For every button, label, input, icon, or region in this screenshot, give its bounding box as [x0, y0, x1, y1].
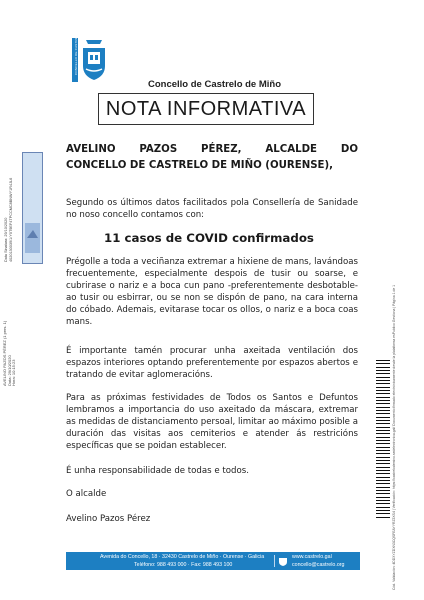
- heading-word: PAZOS: [139, 144, 178, 155]
- barcode-stripe: [376, 360, 390, 361]
- barcode-stripe: [376, 500, 390, 501]
- festivities-paragraph: Para as próximas festividades de Todos os Santos e Defuntos lembramos a importancia do uso axeitado da máscara, extremar as medidas de distanciamento persoal, limitar ao máximo posible a duración das visitas aos cemiterios e atender ás restricións específicas que se poidan establecer.: [66, 393, 358, 452]
- barcode-stripe: [376, 460, 390, 461]
- stamp-line: Hora: 10:15:23: [11, 359, 17, 386]
- heading-word: AVELINO: [66, 144, 116, 155]
- signature-stamp: [3, 266, 17, 386]
- footer-email-link[interactable]: concello@castrelo.org: [292, 562, 345, 568]
- signer-name: Avelino Pazos Pérez: [66, 514, 151, 524]
- logo-band: [72, 17, 78, 82]
- barcode-stripe: [376, 480, 390, 481]
- responsibility-paragraph: É unha responsabilidade de todas e todos.: [66, 466, 249, 476]
- stamp-line: AVELINO PAZOS PÉREZ (1 pers. 1): [2, 320, 7, 386]
- barcode-stripe: [376, 453, 390, 454]
- barcode-stripe: [376, 487, 390, 488]
- closing: O alcalde: [66, 489, 107, 499]
- stamp-line: 4020130039/1/Y0T9EF4TPCCMC8BNWY1R4JL6: [8, 177, 13, 262]
- barcode-stripe: [376, 393, 390, 394]
- heading-line-1: [66, 144, 358, 155]
- barcode-stripe: [376, 467, 390, 468]
- barcode-stripe: [376, 370, 390, 371]
- barcode-stripe: [376, 513, 390, 514]
- hygiene-paragraph: Prégolle a toda a veciñanza extremar a hixiene de mans, lavándoas frecuentemente, especialmente despois de tusir ou soarse, e cubrirase o nariz e a boca cun pano -preferentemente desbotable- ao tusir ou esbirrar, ou se non se dispón de pano, na cara interna do cóbado. Ademais, evitarase tocar os ollos, o nariz e a boca coas mans.: [66, 257, 358, 328]
- barcode-stripe: [376, 473, 390, 474]
- heading-word: DO: [340, 144, 358, 155]
- cases-count: 11 casos de COVID confirmados: [104, 231, 314, 245]
- footer-address: Avenida do Concello, 18 · 32430 Castrelo de Miño · Ourense · Galicia: [100, 554, 265, 560]
- barcode-stripe: [376, 387, 390, 388]
- stamp-line: Data Sinatura: 29/10/2020: [4, 217, 8, 262]
- barcode-stripe: [376, 390, 390, 391]
- stamp-text-block: [4, 152, 18, 262]
- barcode-icon: [376, 360, 390, 520]
- footer-web-link[interactable]: www.castrelo.gal: [292, 554, 332, 560]
- barcode-stripe: [376, 367, 390, 368]
- barcode-stripe: [376, 450, 390, 451]
- mini-logo-icon: [278, 556, 288, 566]
- barcode-stripe: [376, 417, 390, 418]
- ventilation-paragraph: É importante tamén procurar unha axeitada ventilación dos espazos interiores optando preferentemente por espazos abertos e tratando de evitar aglomeracións.: [66, 346, 358, 381]
- heading-word: ALCALDE: [265, 144, 318, 155]
- intro-paragraph: Segundo os últimos datos facilitados pola Consellería de Sanidade no noso concello contamos con:: [66, 198, 358, 221]
- barcode-stripe: [376, 377, 390, 378]
- legal-validation-text: Cód. Validación: 4DDXYZDXN3CQSFEAYYRZ3XS4 | Verificación: https://castrelodemino.sedelectronica.gal/ Documento firmado electrónicamente desde la plataforma esPublico Gestiona | Página 1 de 1: [392, 284, 396, 590]
- barcode-stripe: [376, 477, 390, 478]
- footer-phone: Teléfono: 988 493 000 · Fax: 988 493 100: [134, 562, 233, 568]
- barcode-stripe: [376, 457, 390, 458]
- heading-line-2: CONCELLO DE CASTRELO DE MIÑO (OURENSE),: [66, 160, 334, 171]
- council-logo: [70, 17, 108, 82]
- barcode-stripe: [376, 380, 390, 381]
- stamp-seal-icon: [23, 153, 42, 263]
- barcode-stripe: [376, 400, 390, 401]
- barcode-stripe: [376, 427, 390, 428]
- heading-word: PÉREZ,: [201, 144, 242, 155]
- footer-divider: [274, 555, 275, 567]
- barcode-stripe: [376, 430, 390, 431]
- barcode-stripe: [376, 403, 390, 404]
- footer-bar: [66, 552, 360, 570]
- council-name: Concello de Castrelo de Miño: [148, 79, 282, 90]
- barcode-stripe: [376, 503, 390, 504]
- barcode-stripe: [376, 510, 390, 511]
- barcode-stripe: [376, 410, 390, 411]
- barcode-stripe: [376, 517, 390, 518]
- coat-of-arms-icon: [80, 38, 108, 82]
- barcode-stripe: [376, 463, 390, 464]
- barcode-stripe: [376, 363, 390, 364]
- barcode-stripe: [376, 397, 390, 398]
- barcode-stripe: [376, 413, 390, 414]
- barcode-stripe: [376, 433, 390, 434]
- barcode-stripe: [376, 373, 390, 374]
- barcode-stripe: [376, 437, 390, 438]
- page-title: NOTA INFORMATIVA: [98, 93, 314, 125]
- logo-band-text: CONCELLO DE CASTRELO DE MIÑO: [74, 17, 78, 75]
- barcode-stripe: [376, 383, 390, 384]
- barcode-stripe: [376, 507, 390, 508]
- barcode-stripe: [376, 447, 390, 448]
- barcode-stripe: [376, 407, 390, 408]
- barcode-stripe: [376, 420, 390, 421]
- barcode-stripe: [376, 470, 390, 471]
- barcode-stripe: [376, 483, 390, 484]
- barcode-stripe: [376, 490, 390, 491]
- stamp-line: Data: 29/10/2020: [6, 355, 12, 386]
- barcode-stripe: [376, 493, 390, 494]
- barcode-stripe: [376, 443, 390, 444]
- barcode-stripe: [376, 440, 390, 441]
- stamp-image: [22, 152, 43, 264]
- barcode-stripe: [376, 497, 390, 498]
- barcode-stripe: [376, 423, 390, 424]
